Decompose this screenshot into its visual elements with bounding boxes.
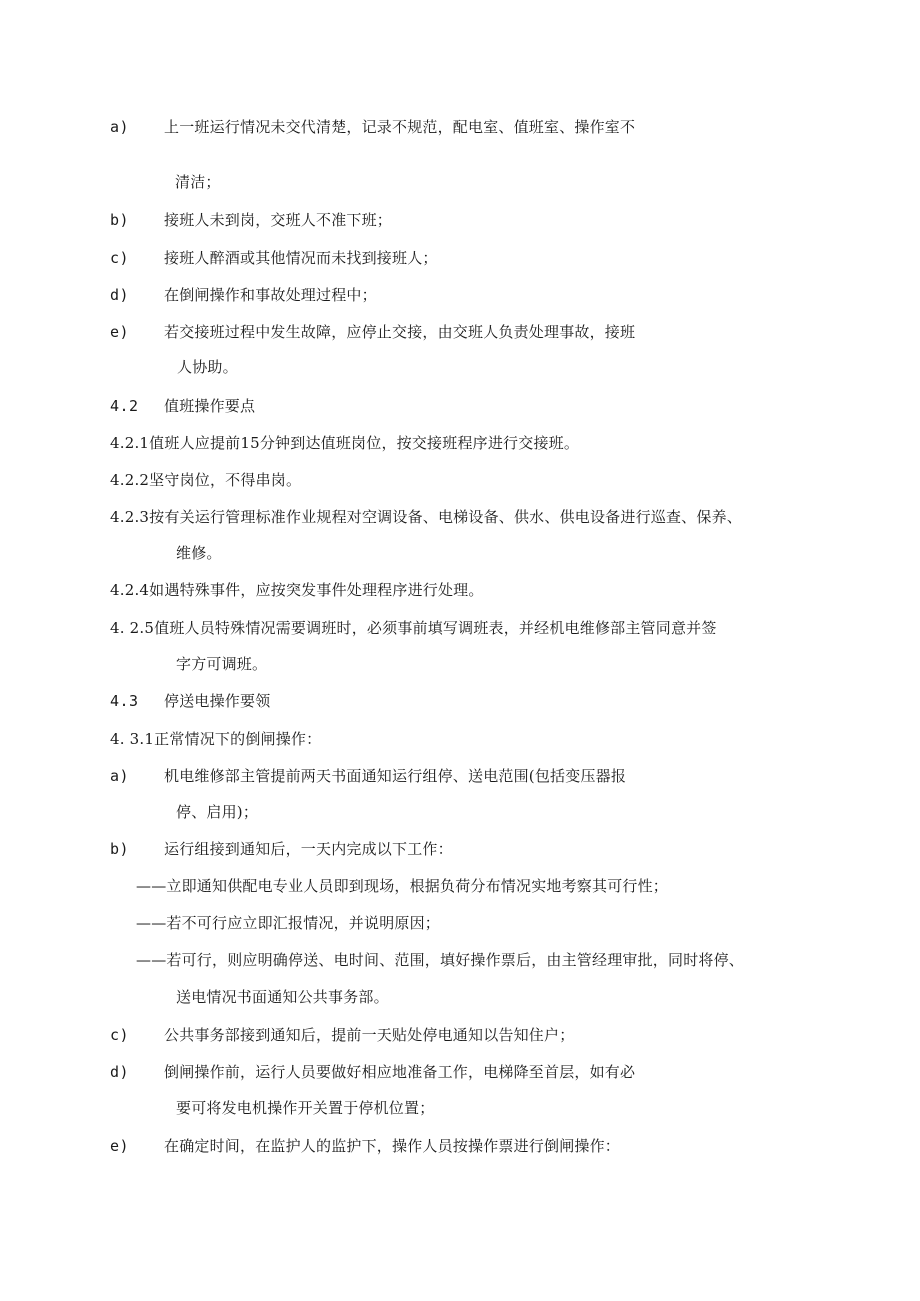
list-item-text: 接班人醉酒或其他情况而未找到接班人； xyxy=(164,249,438,267)
continuation-text: 维修。 xyxy=(176,544,222,562)
section-heading: 停送电操作要领 xyxy=(164,692,271,710)
list-item-text: 倒闸操作前，运行人员要做好相应地准备工作，电梯降至首层，如有必 xyxy=(164,1063,636,1081)
section-number: 4.2 xyxy=(110,397,139,415)
paragraph-line: 4. 3.1正常情况下的倒闸操作： xyxy=(110,730,322,748)
paragraph-line: 4.2.2坚守岗位，不得串岗。 xyxy=(110,471,302,489)
dash-item: ——立即通知供配电专业人员即到现场，根据负荷分布情况实地考察其可行性； xyxy=(136,877,669,895)
paragraph-line: 4.2.3按有关运行管理标准作业规程对空调设备、电梯设备、供水、供电设备进行巡查、保养、 xyxy=(110,508,742,526)
list-marker: a) xyxy=(110,767,130,785)
list-item-text: 运行组接到通知后，一天内完成以下工作： xyxy=(164,840,453,858)
list-item-text: 在倒闸操作和事故处理过程中； xyxy=(164,286,377,304)
paragraph-line: 4.2.4如遇特殊事件，应按突发事件处理程序进行处理。 xyxy=(110,581,484,599)
section-number: 4.3 xyxy=(110,692,139,710)
paragraph-line: 4. 2.5值班人员特殊情况需要调班时，必须事前填写调班表，并经机电维修部主管同意并签 xyxy=(110,619,717,637)
continuation-text: 停、启用)； xyxy=(176,803,259,821)
list-marker: e) xyxy=(110,323,130,341)
list-item-text: 上一班运行情况未交代清楚，记录不规范，配电室、值班室、操作室不 xyxy=(164,118,636,136)
continuation-text: 人协助。 xyxy=(177,358,238,376)
continuation-text: 要可将发电机操作开关置于停机位置； xyxy=(176,1099,435,1117)
list-item-text: 若交接班过程中发生故障，应停止交接，由交班人负责处理事故，接班 xyxy=(164,323,636,341)
continuation-text: 送电情况书面通知公共事务部。 xyxy=(176,988,389,1006)
list-item-text: 接班人未到岗，交班人不准下班； xyxy=(164,211,393,229)
dash-item: ——若可行，则应明确停送、电时间、范围，填好操作票后，由主管经理审批，同时将停、 xyxy=(136,951,745,969)
paragraph-line: 4.2.1值班人应提前15分钟到达值班岗位，按交接班程序进行交接班。 xyxy=(110,434,580,452)
continuation-text: 字方可调班。 xyxy=(176,655,268,673)
list-marker: c) xyxy=(110,249,130,267)
list-marker: e) xyxy=(110,1137,130,1155)
list-marker: d) xyxy=(110,286,130,304)
list-marker: b) xyxy=(110,840,130,858)
list-marker: d) xyxy=(110,1063,130,1081)
dash-item: ——若不可行应立即汇报情况，并说明原因； xyxy=(136,914,441,932)
list-marker: b) xyxy=(110,211,130,229)
list-item-text: 在确定时间，在监护人的监护下，操作人员按操作票进行倒闸操作： xyxy=(164,1137,621,1155)
list-item-text: 机电维修部主管提前两天书面通知运行组停、送电范围(包括变压器报 xyxy=(164,767,627,785)
list-marker: c) xyxy=(110,1026,130,1044)
section-heading: 值班操作要点 xyxy=(164,397,256,415)
list-item-text: 公共事务部接到通知后，提前一天贴处停电通知以告知住户； xyxy=(164,1026,575,1044)
list-marker: a) xyxy=(110,118,130,136)
continuation-text: 清洁； xyxy=(175,173,221,191)
